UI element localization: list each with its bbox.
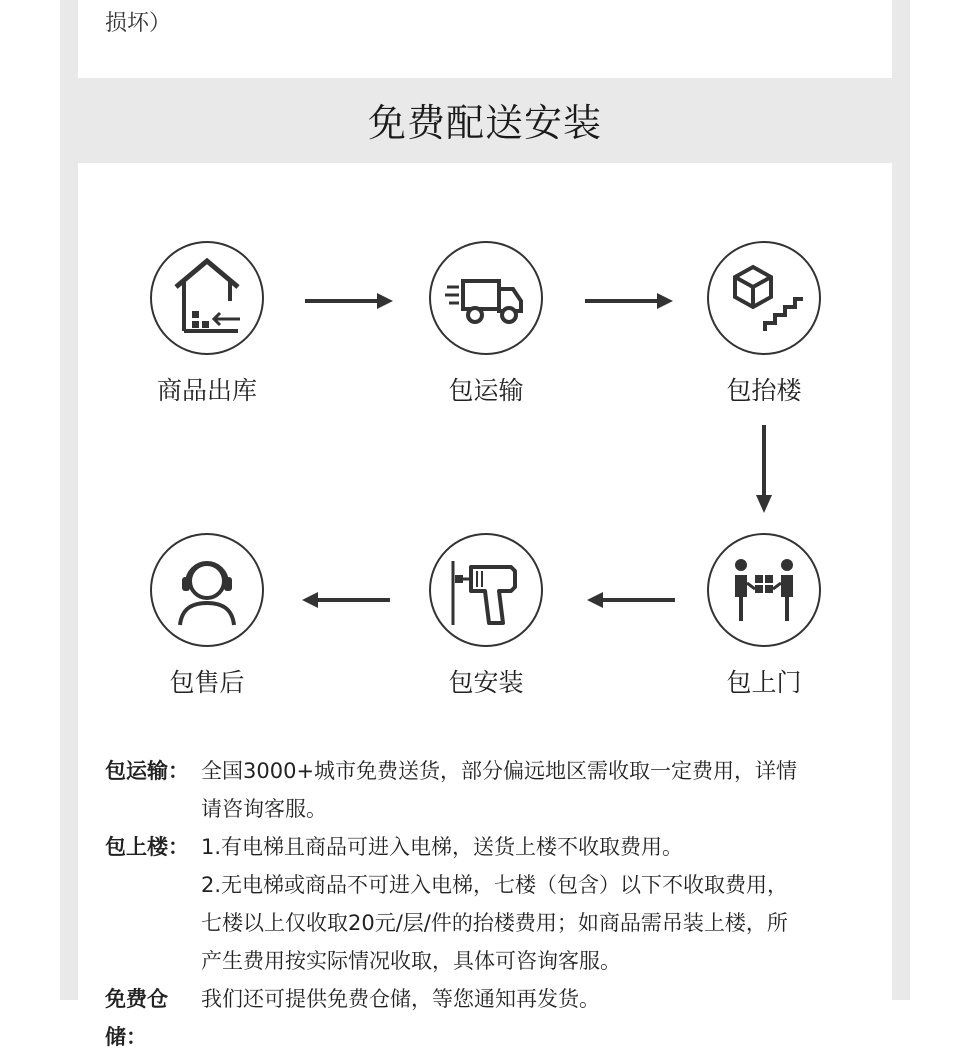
arrow-right-icon	[305, 290, 395, 312]
step-label: 包安装	[448, 668, 524, 697]
step-installation	[406, 533, 566, 699]
note-key: 免费仓储：	[105, 987, 168, 1049]
arrow-left-icon	[585, 589, 675, 611]
note-line: 我们还可提供免费仓储，等您通知再发货。	[201, 987, 600, 1011]
step-circle	[429, 533, 543, 647]
note-key: 包上楼：	[105, 835, 189, 859]
note-transport	[105, 752, 885, 828]
box-stairs-icon	[719, 253, 809, 343]
note-upstairs	[105, 828, 885, 980]
arrow-right-icon	[585, 290, 675, 312]
note-line: 全国3000+城市免费送货，部分偏远地区需收取一定费用，详情	[201, 759, 798, 783]
step-label: 商品出库	[156, 376, 257, 405]
note-body	[201, 752, 885, 828]
step-carry-upstairs	[684, 241, 844, 407]
step-door-delivery	[684, 533, 844, 699]
warehouse-icon	[162, 253, 252, 343]
drill-icon	[441, 545, 531, 635]
note-line: 2.无电梯或商品不可进入电梯，七楼（包含）以下不收取费用，	[201, 873, 789, 897]
headset-support-icon	[162, 545, 252, 635]
step-circle	[707, 533, 821, 647]
arrow-down-icon	[752, 425, 776, 515]
step-circle	[150, 533, 264, 647]
note-line: 产生费用按实际情况收取，具体可咨询客服。	[201, 949, 621, 973]
step-circle	[150, 241, 264, 355]
step-circle	[707, 241, 821, 355]
note-body	[201, 980, 885, 1056]
note-key: 包运输：	[105, 759, 189, 783]
delivery-handover-icon	[719, 545, 809, 635]
service-notes	[105, 752, 885, 1056]
note-body	[201, 828, 885, 980]
step-transport	[406, 241, 566, 407]
top-fragment-text: 损坏）	[105, 11, 172, 36]
step-after-sales	[127, 533, 287, 699]
note-line: 1.有电梯且商品可进入电梯，送货上楼不收取费用。	[201, 835, 684, 859]
step-label: 包抬楼	[726, 376, 802, 405]
step-label: 包售后	[169, 668, 245, 697]
arrow-left-icon	[300, 589, 390, 611]
top-card	[78, 0, 892, 78]
step-label: 包运输	[448, 376, 524, 405]
step-label: 包上门	[726, 668, 802, 697]
step-circle	[429, 241, 543, 355]
truck-icon	[441, 253, 531, 343]
note-line: 七楼以上仅收取20元/层/件的抬楼费用；如商品需吊装上楼，所	[201, 911, 788, 935]
note-line: 请咨询客服。	[201, 797, 327, 821]
step-warehouse-out	[127, 241, 287, 407]
note-storage	[105, 980, 885, 1056]
section-title: 免费配送安装	[367, 101, 602, 145]
